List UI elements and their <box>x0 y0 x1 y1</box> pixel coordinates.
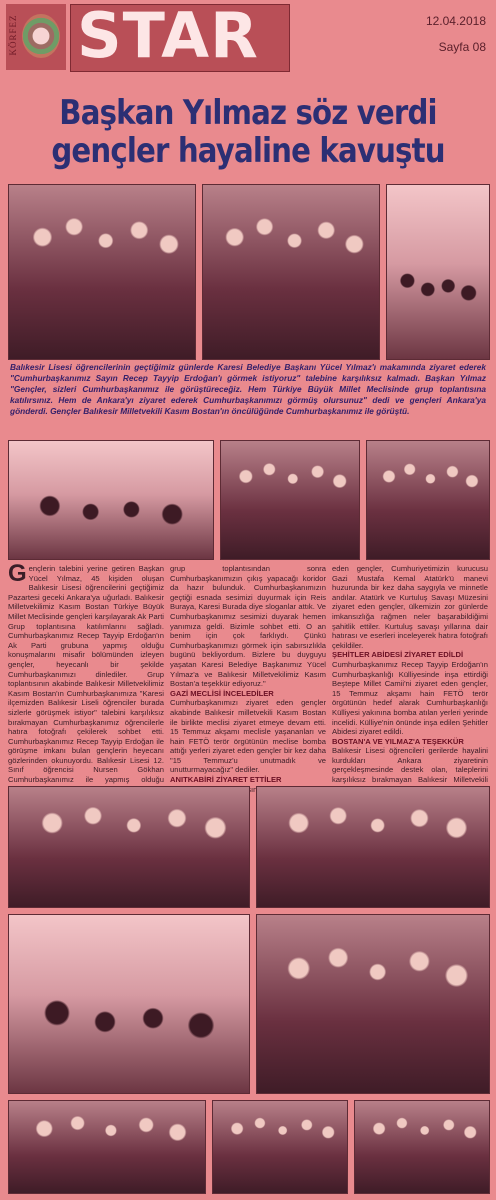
article-column-1 <box>8 560 164 785</box>
heading-anitkabir: ANITKABİRİ ZİYARET ETTİLER <box>170 775 282 785</box>
column-2-text-2: Cumhurbaşkanımızı ziyaret eden gençler akabinde Balıkesir milletvekili Kasım Bostan ile birlikte meclisi ziyaret etmeye devam etti. 15 Temmuz akşamı meclisle yaşananları ve hain FETÖ terör örgütünün meclise bomba attığı yerleri ziyaret eden gençler bir kez daha "15 Temmuz'u unutmadık ve unutturmayacağız" dediler. <box>170 698 326 775</box>
column-2-text-1: grup toplantısından sonra Cumhurbaşkanımızın çıkış yapacağı koridor da hazır bulunduk. Cumhurbaşkanımızın geçtiği esnada sesimizi duyurmak için Reis Buraya, Karesi Burada diye sloganlar attık. Ve Cumhurbaşkanımız sesimizi duyarak hemen yanımıza geldi. Bizimle sohbet etti. O an benim için çok farklıydı. Çünkü Cumhurbaşkanımızı görmek için sabırsızlıkla bugünü bekliyordum. Bizlere bu duyguyu yaşatan Karesi Belediye Başkanımız Yücel Yılmaz'a ve Balıkesir Milletvekilimiz Kasım Bostan'a teşekkür ediyoruz." <box>170 564 326 689</box>
photo-kulliye <box>8 914 250 1094</box>
photo-group-1 <box>8 786 250 908</box>
photo-bottom-3 <box>354 1100 490 1194</box>
korfez-logo-icon <box>22 14 60 58</box>
headline <box>35 94 462 170</box>
column-1-text: ençlerin talebini yerine getiren Başkan Yücel Yılmaz, 45 kişiden oluşan Balıkesir Lisesi öğrencilerini geçtiğimiz Pazartesi geceki Ankara'ya uğurladı. Balıkesir Milletvekilimiz Kasım Bostan Türkiye Büyük Millet Meclisinde gençleri karşılayarak Ak Parti Grup toplantısına katılımlarını sağladı. Cumhurbaşkanımız Recep Tayyip Erdoğan'ın Ak Parti grubuna yapmış olduğu konuşmalarını misafir bölümünden izleyen gençler, heyecanlı bir şekilde Cumhurbaşkanımızı dinlediler. Grup toplantısının akabinde Balıkesir Milletvekilimiz Kasım Bostan'ın Cumhurbaşkanımıza "Karesi ilçemizden Balıkesir Liseli öğrenciler burada sizlerle görüşmek istiyor" talebini karşılıksız bırakmayan Cumhurbaşkanımız öğrencilerle hatıra fotoğrafı çekilerek sohbet etti. Cumhurbaşkanımız Recep Tayyip Erdoğan ile görüşme imkanı bulan gençlerin heyecanı gözlerinden okunuyordu. Balıkesir Lisesi 12. Sınıf öğrencisi Nursen Gökhan Cumhurbaşkanımız ile yapmış olduğu <box>8 564 164 785</box>
heading-tesekkur: BOSTAN'A VE YILMAZ'A TEŞEKKÜR <box>332 736 464 746</box>
photo-group-2 <box>256 786 490 908</box>
column-3-text-2: Cumhurbaşkanımız Recep Tayyip Erdoğan'ın Cumhurbaşkanlığı Külliyesinde inşa ettirdiği Beştepe Millet Camii'ni ziyaret eden gençler, 15 Temmuz akşamı hain FETÖ terör örgütünün hedef alarak Cumhurbaşkanlığı Külliyesi yakınına bomba atılan yerleri yerinde incelidi. Külliye'nin önünde inşa edilen Şehitler Abidesi ziyaret edildi. <box>332 659 488 737</box>
photo-bottom-1 <box>8 1100 206 1194</box>
headline-line-1: Başkan Yılmaz söz verdi <box>59 93 437 133</box>
paper-name-box <box>70 0 290 72</box>
photo-handshake <box>220 440 360 560</box>
photo-erdogan-meeting <box>202 184 380 360</box>
article-column-2 <box>170 564 326 785</box>
heading-sehitler-abidesi: ŞEHİTLER ABİDESİ ZİYARET EDİLDİ <box>332 650 464 660</box>
photo-monument <box>386 184 490 360</box>
issue-date: 12.04.2018 <box>425 14 486 28</box>
photo-meclis-hall <box>256 914 490 1094</box>
article-column-3 <box>332 564 488 785</box>
photo-caption: Balıkesir Lisesi öğrencilerinin geçtiğimiz günlerde Karesi Belediye Başkanı Yücel Yılmaz'ı makamında ziyaret ederek "Cumhurbaşkanımız Sayın Recep Tayyip Erdoğan'ı görmek istiyoruz" talebine karşılıksız kalmadı. Başkan Yılmaz "Gençler, sizleri Cumhurbaşkanımız ile görüştüreceğiz. Hem Türkiye Büyük Millet Meclisinde grup toplantısına katılırsınız. Hem de Ankara'yı ziyaret ederek Cumhurbaşkanımızı görmüş olursunuz" dedi ve gençleri Ankara'ya gönderdi. Gençler Balıkesir Milletvekili Kasım Bostan'ın öncülüğünde Cumhurbaşkanımız ile görüştü. <box>10 362 486 416</box>
photo-meclis-group <box>366 440 490 560</box>
logo-vertical-text: KÖRFEZ <box>8 14 18 56</box>
logo-box <box>6 4 66 70</box>
photo-erdogan-students <box>8 184 196 360</box>
masthead <box>0 0 496 78</box>
column-3-text-1: eden gençler, Cumhuriyetimizin kurucusu Gazi Mustafa Kemal Atatürk'ü manevi huzurunda bir kez daha saygıyla ve minnetle andılar. Atatürk ve Kurtuluş Savaşı Müzesini ziyaret eden gençler, ülkemizin zor günlerde imkansızlığa rağmen neler başarabildiğimi şahitlik ettiler. Kurtuluş savaşı yıllarına dair hatırası ve eserleri inceleyerek hatıra fotoğrafı çekildiler. <box>332 564 488 650</box>
paper-name: STAR <box>77 0 259 72</box>
photo-bottom-2 <box>212 1100 348 1194</box>
photo-anitkabir <box>8 440 214 560</box>
heading-gazi-meclisi: GAZİ MECLİSİ İNCELEDİLER <box>170 688 274 698</box>
headline-line-2: gençler hayaline kavuştu <box>51 131 445 171</box>
page-number: Sayfa 08 <box>438 40 486 54</box>
dropcap: G <box>8 560 27 587</box>
column-3-text-3: Balıkesir Lisesi öğrencileri gerilerde hayalini kurdukları Ankara ziyaretinin gerçekleşmesinde destek olan, taleplerini karşılıksız bırakmayan Balıkesir Milletvekili <box>332 746 488 785</box>
